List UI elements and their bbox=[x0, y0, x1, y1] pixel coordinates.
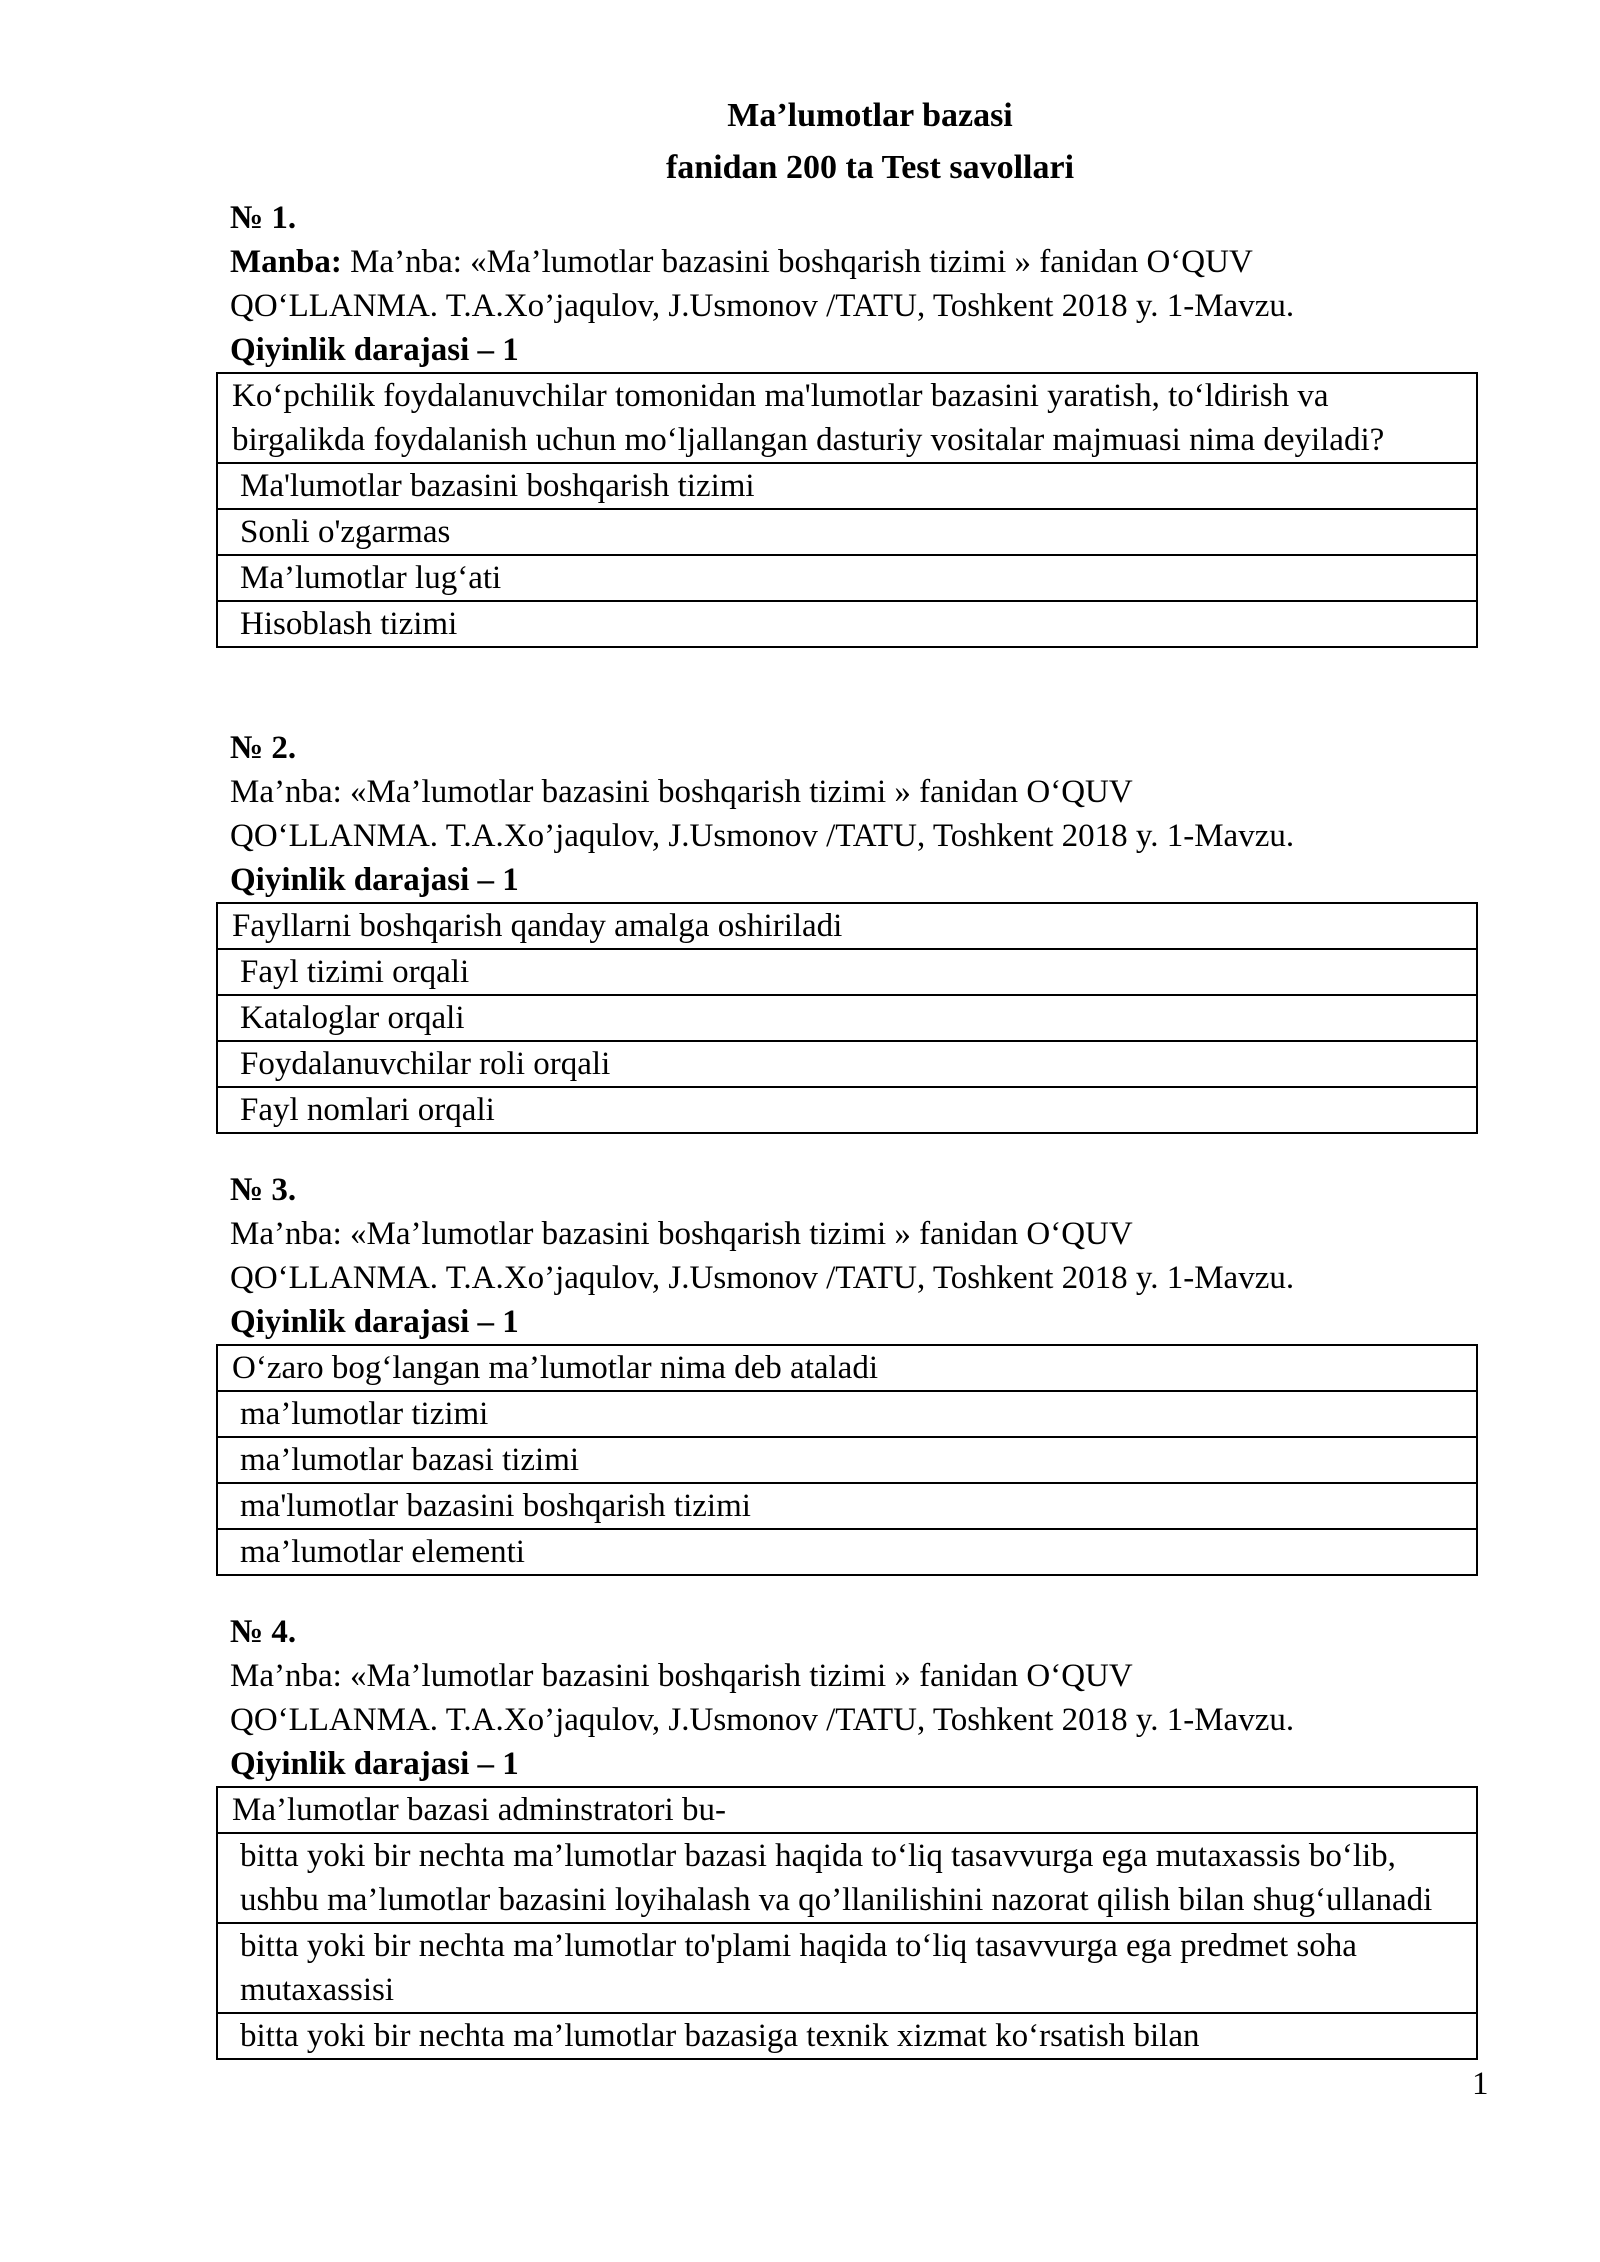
question-text: Fayllarni boshqarish qanday amalga oshiriladi bbox=[217, 903, 1477, 949]
question-table bbox=[216, 902, 1478, 1134]
question-block-2 bbox=[230, 726, 1490, 1134]
question-block-1 bbox=[230, 196, 1490, 648]
difficulty-level: Qiyinlik darajasi – 1 bbox=[230, 1304, 519, 1340]
answer-option: ma'lumotlar bazasini boshqarish tizimi bbox=[217, 1483, 1477, 1529]
question-number: № 2. bbox=[230, 730, 297, 766]
answer-option: ma’lumotlar elementi bbox=[217, 1529, 1477, 1575]
answer-option: Ma'lumotlar bazasini boshqarish tizimi bbox=[217, 463, 1477, 509]
answer-option: Fayl tizimi orqali bbox=[217, 949, 1477, 995]
answer-option: Hisoblash tizimi bbox=[217, 601, 1477, 647]
source-label: Manba: bbox=[230, 244, 342, 280]
answer-option: ma’lumotlar tizimi bbox=[217, 1391, 1477, 1437]
question-table bbox=[216, 372, 1478, 648]
document-subtitle: fanidan 200 ta Test savollari bbox=[665, 149, 1075, 186]
answer-option: bitta yoki bir nechta ma’lumotlar to'plami haqida to‘liq tasavvurga ega predmet soha mutaxassisi bbox=[217, 1923, 1477, 2013]
page-number: 1 bbox=[1472, 2066, 1489, 2102]
question-source bbox=[230, 240, 1490, 284]
answer-option: Fayl nomlari orqali bbox=[217, 1087, 1477, 1133]
document-title: Ma’lumotlar bazasi bbox=[727, 97, 1013, 134]
question-block-3 bbox=[230, 1168, 1490, 1576]
answer-option: Foydalanuvchilar roli orqali bbox=[217, 1041, 1477, 1087]
difficulty-level: Qiyinlik darajasi – 1 bbox=[230, 1746, 519, 1782]
answer-option: ma’lumotlar bazasi tizimi bbox=[217, 1437, 1477, 1483]
difficulty-level: Qiyinlik darajasi – 1 bbox=[230, 862, 519, 898]
question-source: Ma’nba: «Ma’lumotlar bazasini boshqarish tizimi » fanidan O‘QUV bbox=[230, 1658, 1133, 1694]
answer-option: bitta yoki bir nechta ma’lumotlar bazasiga texnik xizmat ko‘rsatish bilan bbox=[217, 2013, 1477, 2059]
source-text: Ma’nba: «Ma’lumotlar bazasini boshqarish tizimi » fanidan O‘QUV bbox=[341, 244, 1253, 280]
question-number: № 3. bbox=[230, 1172, 297, 1208]
question-source: Ma’nba: «Ma’lumotlar bazasini boshqarish tizimi » fanidan O‘QUV bbox=[230, 774, 1133, 810]
question-number: № 4. bbox=[230, 1614, 297, 1650]
question-table bbox=[216, 1786, 1478, 2060]
answer-option: Kataloglar orqali bbox=[217, 995, 1477, 1041]
question-block-4 bbox=[230, 1610, 1490, 2060]
question-text: Ma’lumotlar bazasi adminstratori bu- bbox=[217, 1787, 1477, 1833]
question-text: O‘zaro bog‘langan ma’lumotlar nima deb ataladi bbox=[217, 1345, 1477, 1391]
question-source-cont: QO‘LLANMA. T.A.Xo’jaqulov, J.Usmonov /TATU, Toshkent 2018 y. 1-Mavzu. bbox=[230, 288, 1295, 324]
question-source-cont: QO‘LLANMA. T.A.Xo’jaqulov, J.Usmonov /TATU, Toshkent 2018 y. 1-Mavzu. bbox=[230, 1260, 1295, 1296]
answer-option: Ma’lumotlar lug‘ati bbox=[217, 555, 1477, 601]
question-source-cont: QO‘LLANMA. T.A.Xo’jaqulov, J.Usmonov /TATU, Toshkent 2018 y. 1-Mavzu. bbox=[230, 818, 1295, 854]
question-number: № 1. bbox=[230, 200, 297, 236]
question-source-cont: QO‘LLANMA. T.A.Xo’jaqulov, J.Usmonov /TATU, Toshkent 2018 y. 1-Mavzu. bbox=[230, 1702, 1295, 1738]
question-table bbox=[216, 1344, 1478, 1576]
difficulty-level: Qiyinlik darajasi – 1 bbox=[230, 332, 519, 368]
question-source: Ma’nba: «Ma’lumotlar bazasini boshqarish tizimi » fanidan O‘QUV bbox=[230, 1216, 1133, 1252]
question-text: Ko‘pchilik foydalanuvchilar tomonidan ma'lumotlar bazasini yaratish, to‘ldirish va birgalikda foydalanish uchun mo‘ljallangan dasturiy vositalar majmuasi nima deyiladi? bbox=[217, 373, 1477, 463]
answer-option: Sonli o'zgarmas bbox=[217, 509, 1477, 555]
answer-option: bitta yoki bir nechta ma’lumotlar bazasi haqida to‘liq tasavvurga ega mutaxassis bo‘lib, ushbu ma’lumotlar bazasini loyihalash va qo’llanilishini nazorat qilish bilan shug‘ullanadi bbox=[217, 1833, 1477, 1923]
